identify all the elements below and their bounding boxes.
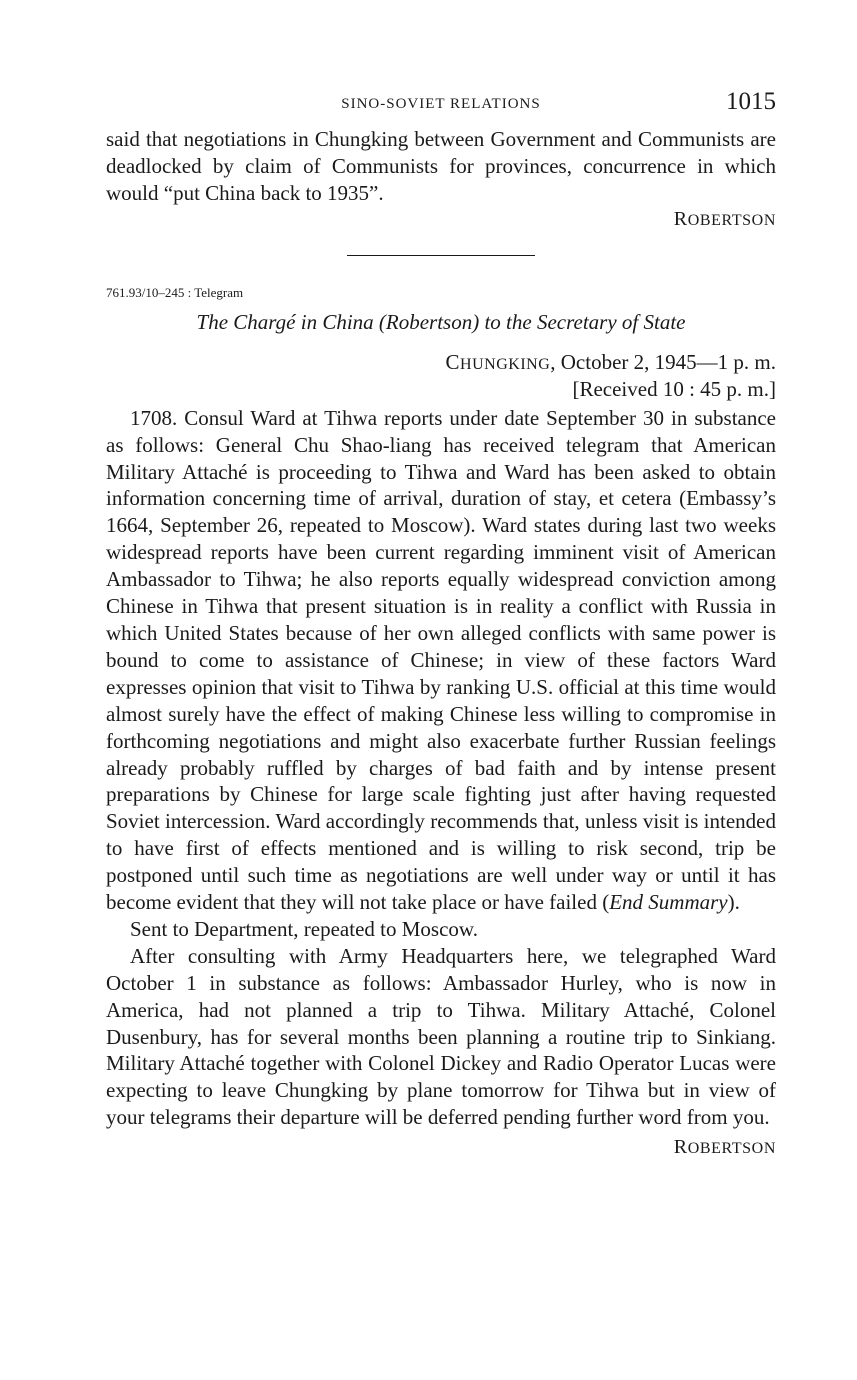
dateline <box>106 350 776 377</box>
heading-name: Robertson <box>385 309 473 334</box>
paragraph-1-text: 1708. Consul Ward at Tihwa reports under date September 30 in substance as follows: General Chu Shao-liang has received telegram that American Military Attaché is proceeding to Tihwa and Ward has been asked to obtain information concerning time of arrival, duration of stay, et cetera (Embassy’s 1664, September 26, repeated to Moscow). Ward states during last two weeks widespread reports have been current regarding imminent visit of American Ambassador to Tihwa; he also reports equally widespread conviction among Chinese in Tihwa that present situation is in reality a conflict with Russia in which United States because of her own alleged conflicts with same power is bound to come to assistance of Chinese; in view of these factors Ward expresses opinion that visit to Tihwa by ranking U.S. official at this time would almost surely have the effect of making Chinese less willing to compromise in forthcoming negotiations and might also exacerbate further Russian feelings already probably ruffled by charges of bad faith and by intense present preparations by Chinese for large scale fighting just after having requested Soviet intercession. Ward accordingly recommends that, unless visit is intended to have first of effects mentioned and is willing to risk second, trip be postponed until such time as negotiations are well under way or until it has become evident that they will not take place or have failed ( <box>106 405 776 915</box>
heading-part-1: The Chargé in China ( <box>196 309 386 334</box>
dateline-place-initial: C <box>445 349 461 374</box>
signature-rest: OBERTSON <box>687 1140 776 1158</box>
signature-initial: R <box>673 1136 688 1159</box>
body-paragraph-1 <box>106 405 776 916</box>
signature <box>106 1135 776 1161</box>
document-heading <box>106 308 776 336</box>
paragraph-1-end: ). <box>727 890 740 915</box>
body-paragraph-2: Sent to Department, repeated to Moscow. <box>130 916 478 941</box>
document-page <box>106 86 776 1161</box>
signature-previous-rest: OBERTSON <box>687 211 776 229</box>
body-paragraph-3: After consulting with Army Headquarters here, we telegraphed Ward October 1 in substance as follows: Ambassador Hurley, who is now in America, had not planned a trip to Tihwa. Military Attaché, Colonel Dusenbury, has for several months been planning a routine trip to Sinkiang. Military Attaché together with Colonel Dickey and Radio Operator Lucas were expecting to leave Chungking by plane tomorrow for Tihwa but in view of your telegrams their departure will be deferred pending further word from you. <box>106 943 776 1130</box>
received-line: [Received 10 : 45 p. m.] <box>572 376 776 401</box>
continuation-paragraph: said that negotiations in Chungking between Government and Communists are deadlocked by claim of Communists for provinces, concurrence in which would “put China back to 1935”. <box>106 127 776 205</box>
dateline-place-rest: HUNGKING <box>460 355 551 373</box>
dateline-place <box>445 349 551 374</box>
dateline-date: , October 2, 1945—1 p. m. <box>550 349 776 374</box>
heading-part-2: ) to the Secretary of State <box>472 309 686 334</box>
running-header <box>106 86 776 126</box>
signature-previous <box>106 207 776 233</box>
paragraph-1-italic: End Summary <box>609 890 728 915</box>
file-reference: 761.93/10–245 : Telegram <box>106 284 244 300</box>
running-title: SINO-SOVIET RELATIONS <box>341 96 541 112</box>
signature-previous-initial: R <box>673 207 688 230</box>
section-divider <box>347 255 535 256</box>
page-number: 1015 <box>726 88 776 115</box>
